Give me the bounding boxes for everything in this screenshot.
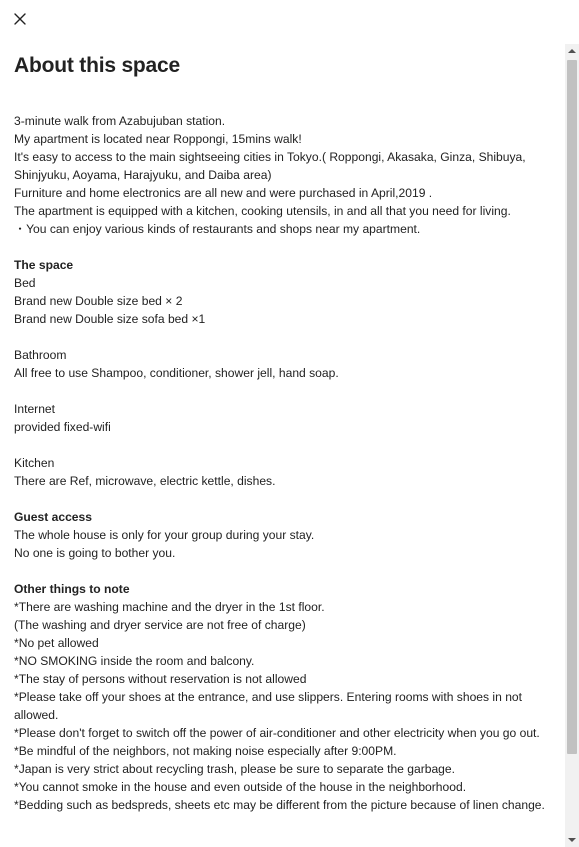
spacer [14,436,551,454]
vertical-scrollbar[interactable] [565,44,579,847]
note-line: *The stay of persons without reservation is not allowed [14,672,307,686]
intro-line: My apartment is located near Roppongi, 15mins walk! [14,132,302,146]
bed-line: Brand new Double size sofa bed ×1 [14,312,206,326]
note-line: *There are washing machine and the dryer in the 1st floor. [14,600,325,614]
modal-scroll-area[interactable] [0,44,565,847]
bathroom-text: All free to use Shampoo, conditioner, shower jell, hand soap. [14,366,339,380]
space-description [14,112,551,814]
scroll-down-arrow-icon [568,837,576,843]
note-line: *You cannot smoke in the house and even outside of the house in the neighborhood. [14,780,467,794]
note-line: (The washing and dryer service are not free of charge) [14,618,306,632]
scrollbar-thumb[interactable] [567,60,577,754]
note-line: *No pet allowed [14,636,99,650]
kitchen-label: Kitchen [14,456,55,470]
guest-access-line: The whole house is only for your group during your stay. [14,528,315,542]
internet-text: provided fixed-wifi [14,420,111,434]
page-title: About this space [14,54,180,77]
intro-line: 3-minute walk from Azabujuban station. [14,114,226,128]
section-heading-the-space: The space [14,258,74,272]
intro-line: Furniture and home electronics are all new and were purchased in April,2019 . [14,186,433,200]
guest-access-line: No one is going to bother you. [14,546,176,560]
note-line: *Please don't forget to switch off the power of air-conditioner and other electricity when you go out. [14,726,540,740]
spacer [14,562,551,580]
internet-label: Internet [14,402,56,416]
intro-line: The apartment is equipped with a kitchen, cooking utensils, in and all that you need for living. [14,204,511,218]
spacer [14,328,551,346]
note-line: *Please take off your shoes at the entrance, and use slippers. Entering rooms with shoes in not allowed. [14,690,523,722]
section-heading-guest-access: Guest access [14,510,92,524]
modal-content [0,54,565,814]
close-button[interactable] [8,8,32,30]
bed-line: Brand new Double size bed × 2 [14,294,183,308]
section-heading-other-things: Other things to note [14,582,130,596]
intro-line: ・You can enjoy various kinds of restaurants and shops near my apartment. [14,222,421,236]
close-icon [14,13,26,25]
note-line: *Japan is very strict about recycling trash, please be sure to separate the garbage. [14,762,455,776]
scroll-up-button[interactable] [565,44,579,58]
spacer [14,382,551,400]
scroll-up-arrow-icon [568,48,576,54]
note-line: *Be mindful of the neighbors, not making noise especially after 9:00PM. [14,744,397,758]
spacer [14,490,551,508]
note-line: *Bedding such as bedspreds, sheets etc may be different from the picture because of linen change. [14,798,545,812]
bathroom-label: Bathroom [14,348,67,362]
spacer [14,238,551,256]
intro-line: It's easy to access to the main sightseeing cities in Tokyo.( Roppongi, Akasaka, Ginza, Shibuya, Shinjyuku, Aoyama, Harajyuku, and Daiba area) [14,150,526,182]
bed-label: Bed [14,276,36,290]
note-line: *NO SMOKING inside the room and balcony. [14,654,255,668]
kitchen-text: There are Ref, microwave, electric kettle, dishes. [14,474,276,488]
scroll-down-button[interactable] [565,833,579,847]
